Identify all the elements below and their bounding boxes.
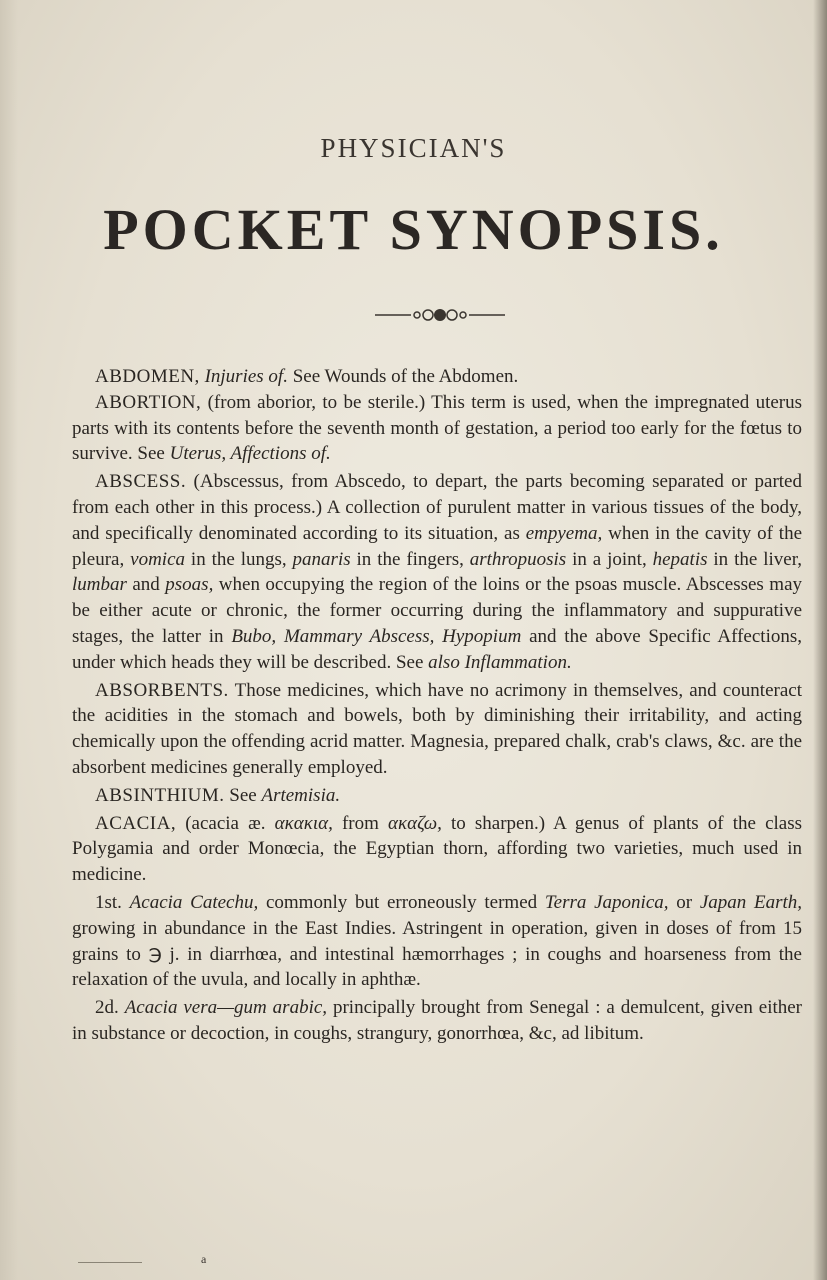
page-edge-shadow-right <box>813 0 827 1280</box>
entry-text: in a joint, <box>572 548 647 570</box>
entry-text: or <box>676 891 693 913</box>
entry-text: when occupying the region of the loins or the psoas muscle. Abscesses may be either acute or chronic, the former occurring during the inflammatory and suppurative stages, the latter in <box>72 574 803 647</box>
signature-mark: a <box>201 1252 207 1266</box>
entry-abscess <box>72 469 802 675</box>
entry-term: panaris <box>292 548 351 570</box>
entry-text: in the liver, <box>713 548 803 570</box>
entry-text: principally brought from Senegal : a demulcent, given either in substance or decoction, in coughs, strangury, gonorrhœa, &c, ad libitum. <box>72 997 803 1044</box>
entry-abdomen <box>72 364 802 390</box>
entry-term: vomica <box>130 548 186 570</box>
entry-text: and <box>132 574 160 596</box>
entry-text: commonly but erroneously termed <box>265 891 538 913</box>
entry-term: hepatis <box>652 548 708 570</box>
entry-greek: ακαζω, <box>388 812 442 834</box>
entry-acacia-first <box>72 890 802 993</box>
entry-head: ACACIA, <box>95 812 177 834</box>
entry-italic: Injuries of. <box>204 366 288 387</box>
entry-term: psoas, <box>165 574 214 596</box>
entry-text: growing in abundance in the East Indies. Astringent in operation, given in doses of from 15 grains to ℈ j. in diarrhœa, and intestinal hæmorrhages ; in coughs and hoarseness from the relaxation of the uvula, and locally in aphthæ. <box>72 917 802 991</box>
page-supertitle: PHYSICIAN'S <box>320 133 507 163</box>
entry-greek: ακακια, <box>274 812 333 834</box>
entry-acacia-second <box>72 995 802 1047</box>
entry-text: See Wounds of the Abdomen. <box>292 366 519 387</box>
entry-head: ABDOMEN, <box>95 366 200 387</box>
page-title: POCKET SYNOPSIS. <box>103 197 724 262</box>
page-edge-shadow-left <box>0 0 18 1280</box>
entry-text: and the above Specific Affections, under which heads they will be described. See <box>72 625 803 673</box>
entry-head: ABSINTHIUM. <box>95 784 225 806</box>
entry-term: lumbar <box>72 574 127 596</box>
entry-term: empyema, <box>525 522 603 544</box>
entry-term: Acacia vera—gum arabic, <box>124 997 328 1019</box>
entry-text: See <box>229 784 257 806</box>
entry-number: 1st. <box>95 891 122 913</box>
entry-head: ABSORBENTS. <box>95 679 229 701</box>
entry-number: 2d. <box>95 997 119 1019</box>
entry-text: in the fingers, <box>356 548 464 570</box>
entry-term: Japan Earth, <box>699 891 803 913</box>
entry-head: ABORTION, <box>95 391 202 413</box>
entry-text: Those medicines, which have no acrimony in themselves, and counteract the acidities in the stomach and bowels, both by diminishing their irritability, and acting chemically upon the offending acrid matter. Magnesia, prepared chalk, crab's claws, &c. are the absorbent medicines generally employed. <box>72 679 802 778</box>
entry-term: Terra Japonica, <box>544 891 669 913</box>
entry-text: in the lungs, <box>190 548 287 570</box>
entry-text: (Abscessus, from Abscedo, to depart, the parts becoming separated or parted from each other in this process.) A collection of purulent matter in various tissues of the body, and specifically denominated according to its situation, as <box>72 471 802 544</box>
entry-text: (from aborior, to be sterile.) This term is used, when the impregnated uterus parts with its contents before the seventh month of gestation, a period too early for the fœtus to survive. See <box>72 391 802 465</box>
entry-abortion <box>72 390 802 467</box>
entry-text: to sharpen.) A genus of plants of the class Polygamia and order Monœcia, the Egyptian thorn, affording two varieties, much used in medicine. <box>72 812 803 886</box>
ornament-divider-icon <box>373 305 507 325</box>
entry-cross-reference: Artemisia. <box>261 784 341 806</box>
footer-rule <box>78 1262 142 1263</box>
entry-head: ABSCESS. <box>95 471 187 493</box>
entry-cross-reference: Uterus, Affections of. <box>169 443 331 465</box>
entry-text: from <box>341 812 379 834</box>
entry-absorbents <box>72 678 802 781</box>
entry-absinthium <box>72 783 802 809</box>
entry-term: Acacia Catechu, <box>129 891 259 913</box>
body-text <box>72 364 802 1047</box>
entry-cross-reference: also Inflammation. <box>428 651 572 673</box>
entry-text: when in the cavity of the pleura, <box>72 522 803 570</box>
entry-term: arthropuosis <box>469 548 567 570</box>
entry-acacia <box>72 811 802 888</box>
entry-term: Bubo, Mammary Abscess, Hypopium <box>231 625 522 647</box>
entry-text: (acacia æ. <box>185 812 266 834</box>
